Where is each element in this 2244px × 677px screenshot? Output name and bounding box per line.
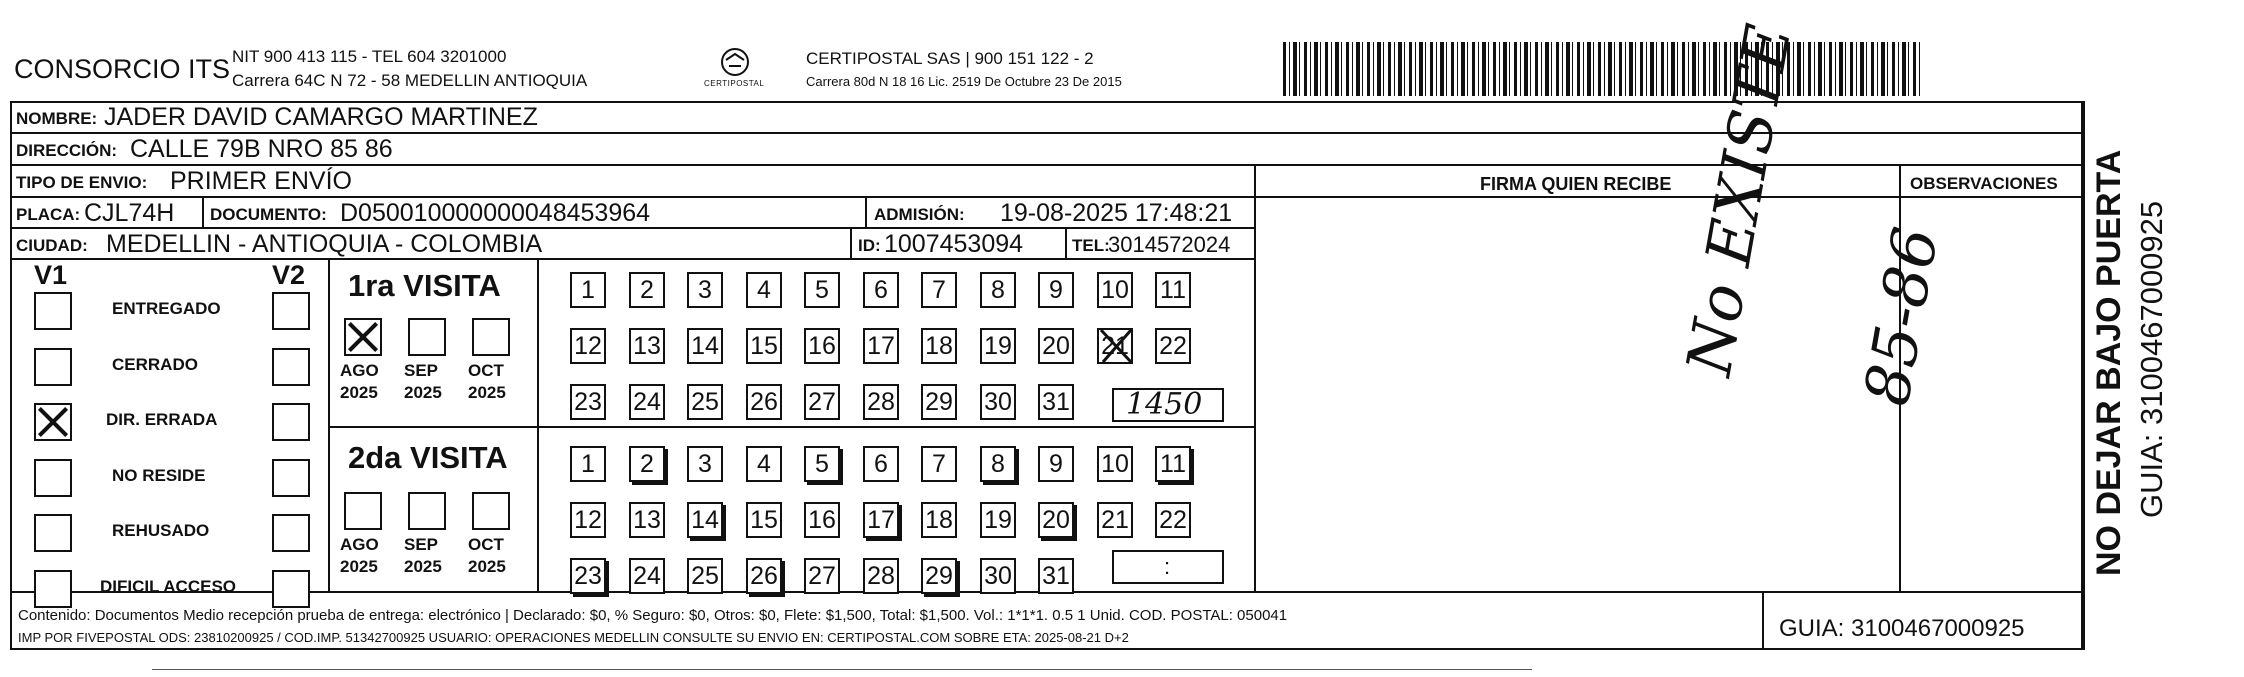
first-visit-day[interactable]: 17	[863, 328, 899, 364]
status-label: DIR. ERRADA	[106, 410, 218, 429]
second-visit-month-label: AGO	[340, 535, 379, 554]
second-visit-day[interactable]: 1	[570, 446, 606, 482]
v1-header: V1	[34, 260, 68, 290]
first-visit-day[interactable]: 20	[1038, 328, 1074, 364]
first-visit-day[interactable]: 3	[687, 272, 723, 308]
v1-checkbox[interactable]	[34, 348, 72, 386]
v2-checkbox[interactable]	[272, 570, 310, 608]
x-mark-icon	[36, 405, 70, 439]
second-visit-day[interactable]: 17	[863, 502, 899, 538]
second-visit-month-checkbox[interactable]	[408, 492, 446, 530]
day-cross-icon	[1095, 324, 1137, 368]
second-visit-day[interactable]: 4	[746, 446, 782, 482]
documento-label: DOCUMENTO:	[210, 205, 327, 224]
tipo-envio-value: PRIMER ENVÍO	[170, 167, 352, 195]
first-visit-day[interactable]: 31	[1038, 384, 1074, 420]
col-line	[865, 196, 867, 227]
second-visit-month-label: SEP	[404, 535, 439, 554]
second-visit-day[interactable]: 28	[863, 558, 899, 594]
second-visit-day[interactable]: 26	[746, 558, 782, 594]
row-line	[10, 258, 1254, 260]
v2-checkbox[interactable]	[272, 292, 310, 330]
first-visit-day[interactable]: 11	[1155, 272, 1191, 308]
company-address-line: Carrera 64C N 72 - 58 MEDELLIN ANTIOQUIA	[232, 71, 588, 90]
first-visit-day[interactable]: 25	[687, 384, 723, 420]
first-visit-time: 1450	[1126, 387, 1203, 422]
first-visit-day[interactable]: 23	[570, 384, 606, 420]
first-visit-month-checkbox[interactable]	[472, 318, 510, 356]
first-visit-year-label: 2025	[404, 383, 442, 402]
first-visit-year-label: 2025	[340, 383, 378, 402]
first-visit-day[interactable]: 4	[746, 272, 782, 308]
first-visit-month-label: SEP	[404, 361, 439, 380]
v1-checkbox[interactable]	[34, 459, 72, 497]
placa-value: CJL74H	[84, 199, 175, 227]
second-visit-day[interactable]: 20	[1038, 502, 1074, 538]
v2-checkbox[interactable]	[272, 459, 310, 497]
second-visit-day[interactable]: 23	[570, 558, 606, 594]
observaciones-header: OBSERVACIONES	[1910, 174, 2058, 193]
first-visit-day[interactable]: 18	[921, 328, 957, 364]
second-visit-day[interactable]: 31	[1038, 558, 1074, 594]
v1-checkbox[interactable]	[34, 403, 72, 441]
second-visit-day[interactable]: 12	[570, 502, 606, 538]
side-guia: GUIA: 3100467000925	[2134, 200, 2169, 518]
v2-checkbox[interactable]	[272, 514, 310, 552]
second-visit-time: :	[1164, 554, 1171, 579]
col-line	[1065, 227, 1067, 258]
second-visit-day[interactable]: 7	[921, 446, 957, 482]
second-visit-day[interactable]: 25	[687, 558, 723, 594]
status-label: ENTREGADO	[112, 299, 221, 318]
first-visit-month-label: AGO	[340, 361, 379, 380]
first-visit-day[interactable]: 28	[863, 384, 899, 420]
col-line	[328, 258, 330, 591]
first-visit-day[interactable]: 24	[629, 384, 665, 420]
col-line	[537, 258, 539, 591]
certipostal-logo	[700, 44, 770, 94]
documento-value: D050010000000048453964	[340, 199, 651, 227]
logo-text: CERTIPOSTAL	[704, 79, 765, 88]
nombre-value: JADER DAVID CAMARGO MARTINEZ	[104, 103, 538, 131]
first-visit-day[interactable]: 2	[629, 272, 665, 308]
first-visit-day[interactable]: 5	[804, 272, 840, 308]
second-visit-day[interactable]: 24	[629, 558, 665, 594]
second-visit-day[interactable]: 19	[980, 502, 1016, 538]
row-line	[328, 426, 1254, 428]
second-visit-year-label: 2025	[404, 557, 442, 576]
v1-checkbox[interactable]	[34, 514, 72, 552]
footer-line-2: IMP POR FIVEPOSTAL ODS: 23810200925 / COD.IMP. 51342700925 USUARIO: OPERACIONES MEDELLIN CONSULTE SU ENVIO EN: CERTIPOSTAL.COM SOBRE ETA: 2025-08-21 D+2	[18, 630, 1129, 645]
tel-value: 3014572024	[1108, 232, 1231, 257]
first-visit-day[interactable]: 7	[921, 272, 957, 308]
footer-guia: GUIA: 3100467000925	[1779, 615, 2025, 642]
second-visit-day[interactable]: 11	[1155, 446, 1191, 482]
v2-header: V2	[272, 260, 306, 290]
direccion-label: DIRECCIÓN:	[16, 141, 118, 160]
nombre-label: NOMBRE:	[16, 109, 98, 128]
first-visit-day[interactable]: 9	[1038, 272, 1074, 308]
ciudad-label: CIUDAD:	[16, 236, 88, 255]
admision-label: ADMISIÓN:	[874, 205, 965, 224]
first-visit-day[interactable]: 14	[687, 328, 723, 364]
second-visit-day[interactable]: 16	[804, 502, 840, 538]
first-visit-day[interactable]: 13	[629, 328, 665, 364]
second-visit-day[interactable]: 15	[746, 502, 782, 538]
first-visit-day[interactable]: 26	[746, 384, 782, 420]
col-line	[1254, 164, 1256, 591]
direccion-value: CALLE 79B NRO 85 86	[130, 135, 393, 163]
second-visit-day[interactable]: 22	[1155, 502, 1191, 538]
first-visit-month-checkbox[interactable]	[408, 318, 446, 356]
second-visit-day[interactable]: 3	[687, 446, 723, 482]
second-visit-day[interactable]: 5	[804, 446, 840, 482]
tel-label: TEL:	[1072, 236, 1110, 255]
row-line	[10, 227, 1254, 229]
col-line	[850, 227, 852, 258]
second-visit-month-label: OCT	[468, 535, 504, 554]
second-visit-month-checkbox[interactable]	[472, 492, 510, 530]
observation-line-2: 85-86	[1849, 221, 1953, 411]
first-visit-title: 1ra VISITA	[348, 268, 501, 303]
first-visit-day[interactable]: 10	[1097, 272, 1133, 308]
status-label: NO RESIDE	[112, 466, 206, 485]
observation-line-1: No EXISTE	[1671, 19, 1806, 381]
admision-value: 19-08-2025 17:48:21	[1000, 199, 1233, 227]
second-visit-title: 2da VISITA	[348, 440, 508, 475]
id-label: ID:	[858, 236, 881, 255]
first-visit-day[interactable]: 21	[1097, 328, 1133, 364]
first-visit-day[interactable]: 30	[980, 384, 1016, 420]
first-visit-day[interactable]: 27	[804, 384, 840, 420]
second-visit-month-checkbox[interactable]	[344, 492, 382, 530]
v1-checkbox[interactable]	[34, 292, 72, 330]
second-visit-day[interactable]: 30	[980, 558, 1016, 594]
status-label: REHUSADO	[112, 521, 210, 540]
certipostal-line-1: CERTIPOSTAL SAS | 900 151 122 - 2	[806, 49, 1094, 68]
first-visit-year-label: 2025	[468, 383, 506, 402]
placa-label: PLACA:	[16, 205, 81, 224]
status-label: DIFICIL ACCESO	[100, 577, 237, 596]
second-visit-day[interactable]: 27	[804, 558, 840, 594]
second-visit-day[interactable]: 14	[687, 502, 723, 538]
v2-checkbox[interactable]	[272, 348, 310, 386]
barcode	[1283, 42, 1923, 96]
firma-header: FIRMA QUIEN RECIBE	[1480, 174, 1672, 194]
company-name: CONSORCIO ITS	[14, 54, 231, 84]
status-label: CERRADO	[112, 355, 198, 374]
second-visit-day[interactable]: 13	[629, 502, 665, 538]
second-visit-day[interactable]: 8	[980, 446, 1016, 482]
v2-checkbox[interactable]	[272, 403, 310, 441]
ciudad-value: MEDELLIN - ANTIOQUIA - COLOMBIA	[106, 230, 543, 258]
v1-checkbox[interactable]	[34, 570, 72, 608]
second-visit-day[interactable]: 2	[629, 446, 665, 482]
no-dejar-bajo-puerta: NO DEJAR BAJO PUERTA	[2090, 149, 2128, 576]
second-visit-day[interactable]: 18	[921, 502, 957, 538]
second-visit-day[interactable]: 6	[863, 446, 899, 482]
first-visit-day[interactable]: 1	[570, 272, 606, 308]
second-visit-day[interactable]: 9	[1038, 446, 1074, 482]
col-line	[202, 196, 204, 227]
certipostal-line-2: Carrera 80d N 18 16 Lic. 2519 De Octubre 23 De 2015	[806, 74, 1122, 89]
second-visit-day[interactable]: 29	[921, 558, 957, 594]
first-visit-day[interactable]: 22	[1155, 328, 1191, 364]
company-nit-line: NIT 900 413 115 - TEL 604 3201000	[232, 47, 507, 66]
first-visit-time-box[interactable]	[1112, 388, 1224, 422]
first-visit-day[interactable]: 29	[921, 384, 957, 420]
col-line	[1762, 591, 1764, 650]
first-visit-day[interactable]: 19	[980, 328, 1016, 364]
cut-line	[152, 669, 1532, 670]
first-visit-month-label: OCT	[468, 361, 504, 380]
first-visit-day[interactable]: 8	[980, 272, 1016, 308]
second-visit-day[interactable]: 10	[1097, 446, 1133, 482]
side-band-line	[2083, 101, 2085, 650]
second-visit-time-box[interactable]	[1112, 550, 1224, 584]
first-visit-day[interactable]: 12	[570, 328, 606, 364]
first-visit-month-checkbox[interactable]	[344, 318, 382, 356]
first-visit-day[interactable]: 16	[804, 328, 840, 364]
first-visit-day[interactable]: 15	[746, 328, 782, 364]
first-visit-day[interactable]: 6	[863, 272, 899, 308]
footer-line-1: Contenido: Documentos Medio recepción prueba de entrega: electrónico | Declarado: $0, % Seguro: $0, Otros: $0, Flete: $1,500, Total: $1,500. Vol.: 1*1*1. 0.5 1 Unid. COD. POSTAL: 050041	[18, 607, 1288, 624]
tipo-envio-label: TIPO DE ENVIO:	[16, 173, 148, 192]
second-visit-year-label: 2025	[468, 557, 506, 576]
id-value: 1007453094	[884, 230, 1024, 258]
second-visit-year-label: 2025	[340, 557, 378, 576]
second-visit-day[interactable]: 21	[1097, 502, 1133, 538]
